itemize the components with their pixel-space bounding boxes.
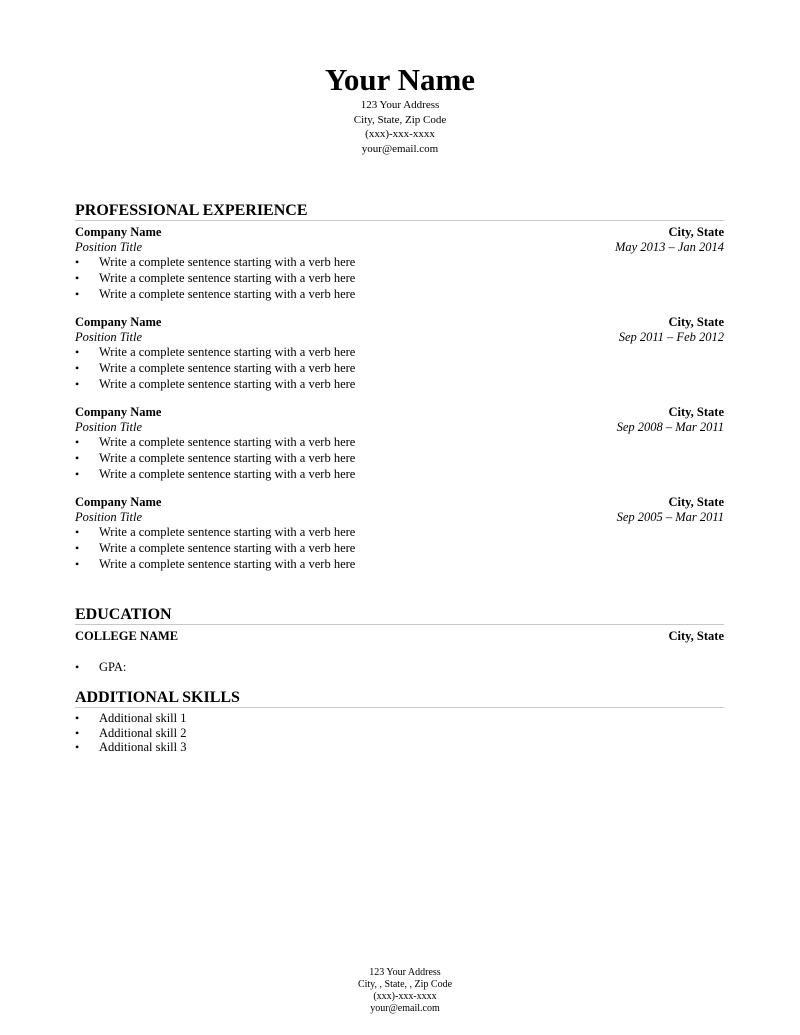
bullet-item <box>75 450 724 466</box>
bullet-item <box>75 254 724 270</box>
bullet-text: Write a complete sentence starting with a verb here <box>99 377 356 391</box>
bullet-item <box>75 524 724 540</box>
skill-item <box>75 726 724 741</box>
job-location: City, State <box>668 495 724 509</box>
position-title: Position Title <box>75 509 143 524</box>
bullet-item <box>75 659 724 675</box>
skills-list <box>75 711 724 755</box>
bullet-item <box>75 360 724 376</box>
company-name: Company Name <box>75 315 162 329</box>
bullet-icon: • <box>75 451 80 465</box>
bullet-item <box>75 344 724 360</box>
job-dates: Sep 2011 – Feb 2012 <box>618 329 724 344</box>
bullet-text: GPA: <box>99 659 127 674</box>
header-email: your@email.com <box>361 142 439 155</box>
bullet-icon: • <box>75 740 80 754</box>
applicant-name: Your Name <box>324 62 476 97</box>
header-city-state-zip: City, State, Zip Code <box>353 113 447 126</box>
section-title: EDUCATION <box>75 606 724 625</box>
bullet-text: Write a complete sentence starting with a verb here <box>99 271 356 285</box>
job-dates: May 2013 – Jan 2014 <box>614 239 724 254</box>
job-entry <box>75 405 724 482</box>
skill-text: Additional skill 1 <box>99 711 187 725</box>
company-name: Company Name <box>75 405 162 419</box>
bullet-icon: • <box>75 435 80 449</box>
footer-city-state-zip: City, , State, , Zip Code <box>357 979 453 990</box>
bullet-icon: • <box>75 659 80 674</box>
job-dates: Sep 2008 – Mar 2011 <box>616 419 724 434</box>
bullet-icon: • <box>75 255 80 269</box>
job-bullets <box>75 524 724 572</box>
bullet-item <box>75 286 724 302</box>
bullet-text: Write a complete sentence starting with a verb here <box>99 525 356 539</box>
bullet-icon: • <box>75 541 80 555</box>
bullet-item <box>75 556 724 572</box>
job-location: City, State <box>668 225 724 239</box>
bullet-icon: • <box>75 525 80 539</box>
bullet-icon: • <box>75 287 80 301</box>
job-entry <box>75 225 724 302</box>
position-title: Position Title <box>75 419 143 434</box>
job-entry <box>75 495 724 572</box>
bullet-item <box>75 376 724 392</box>
skill-item <box>75 711 724 726</box>
resume-header <box>0 62 800 156</box>
skill-text: Additional skill 2 <box>99 725 187 740</box>
job-bullets <box>75 254 724 302</box>
job-location: City, State <box>668 405 724 419</box>
header-phone: (xxx)-xxx-xxxx <box>365 128 435 140</box>
college-name: COLLEGE NAME <box>75 629 179 643</box>
bullet-text: Write a complete sentence starting with a verb here <box>99 541 356 555</box>
footer-address: 123 Your Address <box>369 967 441 978</box>
job-bullets <box>75 434 724 482</box>
bullet-text: Write a complete sentence starting with a verb here <box>99 287 356 301</box>
bullet-icon: • <box>75 725 80 740</box>
bullet-icon: • <box>75 711 80 725</box>
bullet-icon: • <box>75 345 80 359</box>
section-professional-experience <box>75 202 724 572</box>
bullet-icon: • <box>75 361 80 375</box>
bullet-text: Write a complete sentence starting with a verb here <box>99 435 356 449</box>
header-address: 123 Your Address <box>360 99 440 111</box>
section-title: PROFESSIONAL EXPERIENCE <box>75 202 724 221</box>
bullet-text: Write a complete sentence starting with a verb here <box>99 345 356 359</box>
section-additional-skills <box>75 689 724 755</box>
footer-phone: (xxx)-xxx-xxxx <box>373 991 437 1002</box>
bullet-icon: • <box>75 557 80 571</box>
position-title: Position Title <box>75 239 143 254</box>
skill-text: Additional skill 3 <box>99 740 187 754</box>
bullet-icon: • <box>75 467 80 481</box>
job-entry <box>75 315 724 392</box>
footer-email: your@email.com <box>370 1003 440 1014</box>
college-location: City, State <box>668 629 724 643</box>
page-footer <box>0 955 800 1027</box>
bullet-icon: • <box>75 271 80 285</box>
job-location: City, State <box>668 315 724 329</box>
jobs-list <box>75 225 724 572</box>
bullet-item <box>75 434 724 450</box>
bullet-item <box>75 540 724 556</box>
job-bullets <box>75 344 724 392</box>
position-title: Position Title <box>75 329 143 344</box>
bullet-text: Write a complete sentence starting with a verb here <box>99 451 356 465</box>
bullet-text: Write a complete sentence starting with a verb here <box>99 467 356 481</box>
bullet-text: Write a complete sentence starting with a verb here <box>99 557 356 571</box>
section-education <box>75 606 724 675</box>
section-title: ADDITIONAL SKILLS <box>75 689 724 708</box>
company-name: Company Name <box>75 495 162 509</box>
bullet-icon: • <box>75 377 80 391</box>
company-name: Company Name <box>75 225 162 239</box>
education-bullets <box>75 659 724 675</box>
bullet-item <box>75 466 724 482</box>
skill-item <box>75 740 724 755</box>
bullet-item <box>75 270 724 286</box>
bullet-text: Write a complete sentence starting with a verb here <box>99 255 356 269</box>
job-dates: Sep 2005 – Mar 2011 <box>616 509 724 524</box>
bullet-text: Write a complete sentence starting with a verb here <box>99 361 356 375</box>
